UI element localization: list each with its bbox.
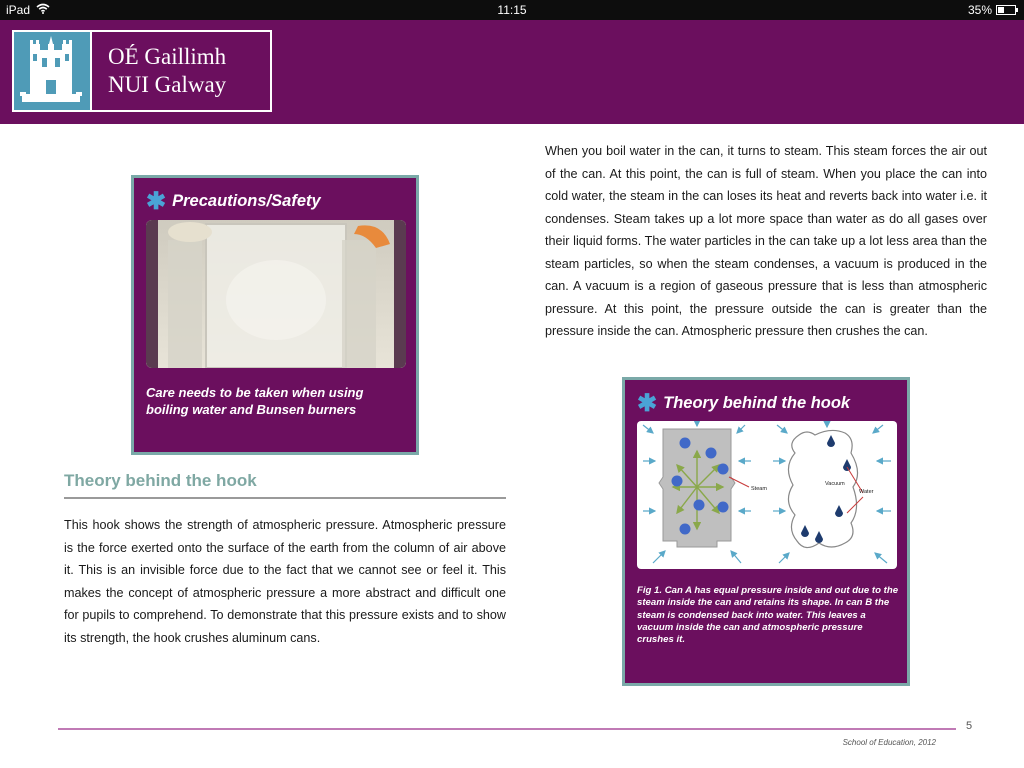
logo-irish-name: OÉ Gaillimh bbox=[108, 44, 227, 69]
figure-caption: Fig 1. Can A has equal pressure inside and out due to the steam inside the can and retains its shape. In can B the steam is condensed back into water. This leaves a vacuum inside the can and atmospheric pressure crushes it. bbox=[637, 585, 899, 646]
asterisk-icon: ✱ bbox=[146, 187, 167, 215]
status-bar bbox=[0, 0, 1024, 20]
steam-label: Steam bbox=[751, 486, 767, 492]
battery-percent: 35% bbox=[967, 3, 992, 17]
footer-note: School of Education, 2012 bbox=[842, 738, 936, 747]
safety-title-text: Precautions/Safety bbox=[172, 192, 321, 210]
footer-divider bbox=[58, 728, 956, 730]
lab-equipment-photo bbox=[146, 220, 406, 368]
university-logo bbox=[12, 30, 272, 112]
battery-icon bbox=[996, 5, 1016, 15]
safety-panel bbox=[131, 175, 419, 455]
theory-figure-panel bbox=[622, 377, 910, 686]
status-right bbox=[968, 3, 1016, 17]
pressure-diagram bbox=[637, 421, 897, 569]
asterisk-icon: ✱ bbox=[637, 389, 658, 417]
safety-panel-title bbox=[146, 187, 321, 215]
water-label: Water bbox=[859, 489, 874, 495]
castle-crest-icon bbox=[14, 32, 92, 110]
clock: 11:15 bbox=[497, 3, 527, 17]
section-heading: Theory behind the hook bbox=[64, 471, 506, 499]
theory-panel-title bbox=[637, 389, 851, 417]
device-name: iPad bbox=[6, 3, 31, 17]
logo-text bbox=[92, 32, 270, 110]
page-number: 5 bbox=[966, 720, 973, 732]
steam-explanation-paragraph: When you boil water in the can, it turns to steam. This steam forces the air out of the can. At this point, the can is full of steam. When you place the can into cold water, the steam in the can loses its heat and reverts back into water i.e. it condenses. Steam takes up a lot more space than water as do all gases over their liquid forms. The water particles in the can take up a lot less area than the steam particles, so when the steam condenses, a vacuum is produced in the can. A vacuum is a region of gaseous pressure that is less than atmospheric pressure. At this point, the pressure outside the can is greater than the pressure inside the can. Atmospheric pressure then crushes the can. bbox=[545, 144, 987, 338]
vacuum-label: Vacuum bbox=[825, 481, 845, 487]
page-header bbox=[0, 20, 1024, 124]
safety-caption: Care needs to be taken when using boiling water and Bunsen burners bbox=[146, 385, 364, 417]
theory-title-text: Theory behind the hook bbox=[663, 394, 851, 412]
logo-english-name: NUI Galway bbox=[108, 72, 227, 97]
hook-explanation-paragraph: This hook shows the strength of atmospheric pressure. Atmospheric pressure is the force exerted onto the surface of the earth from the column of air above it. This is an invisible force due to the fact that we cannot see or feel it. This makes the concept of atmospheric pressure a more abstract and difficult one for pupils to comprehend. To demonstrate that this pressure exists and to show its strength, the hook crushes aluminum cans. bbox=[64, 518, 506, 645]
